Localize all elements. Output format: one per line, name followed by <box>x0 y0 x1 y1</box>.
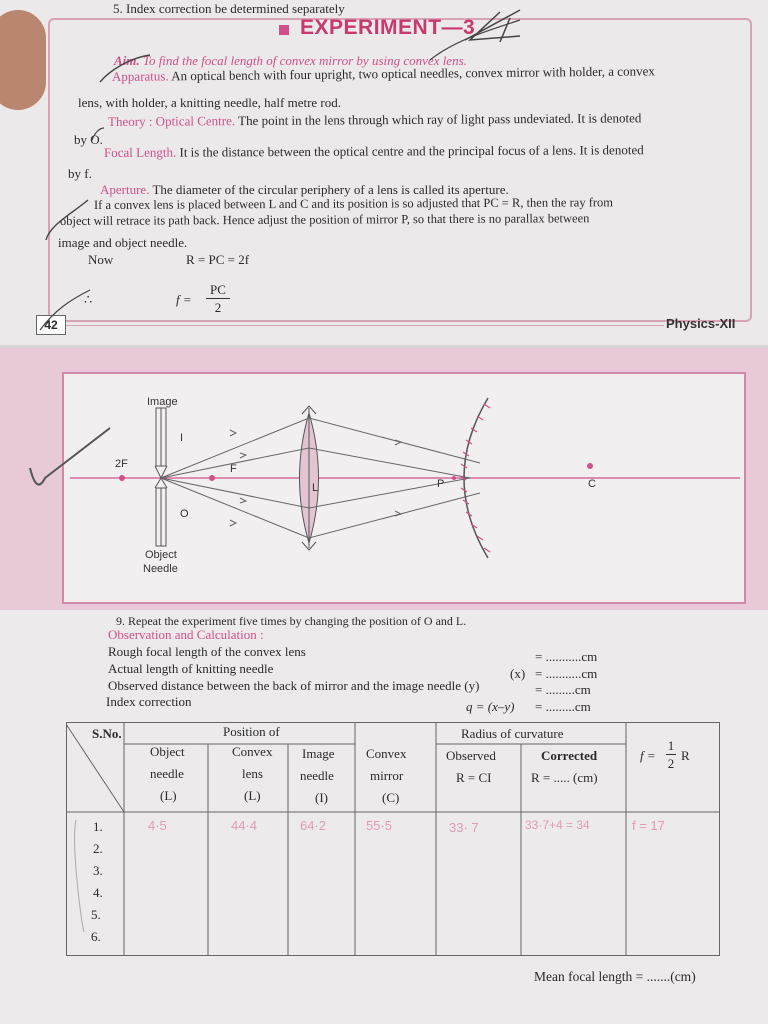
para-line-2: object will retrace its path back. Hence adjust the position of mirror P, so that there is no parallax between <box>59 211 590 228</box>
obs-row-4-label: Index correction <box>106 694 192 709</box>
obs-row-2-value: = ...........cm <box>535 666 598 681</box>
pen-marks <box>0 0 768 345</box>
row1-corrected: 33·7+4 = 34 <box>525 818 590 832</box>
h-f-lhs: f = <box>640 748 656 763</box>
apparatus-text-1: An optical bench with four upright, two optical needles, convex mirror with holder, a convex <box>171 63 655 84</box>
diagram-label-needle: Needle <box>143 563 178 575</box>
h-f-denominator: 2 <box>667 756 675 771</box>
therefore-symbol: ∴ <box>84 292 93 307</box>
aperture-label: Aperture. <box>100 182 150 197</box>
h-observed-1: Observed <box>446 748 496 763</box>
h-f-fraction <box>666 738 676 771</box>
diagram-label-object: Object <box>145 549 177 561</box>
obs-row-1-label: Rough focal length of the convex lens <box>108 644 306 659</box>
diagram-label-f: F <box>230 463 237 475</box>
h-corrected-1: Corrected <box>541 748 598 763</box>
row1-f: f = 17 <box>632 818 665 833</box>
experiment-title: EXPERIMENT—3 <box>300 16 476 39</box>
radius-header: Radius of curvature <box>461 726 564 741</box>
diagram-label-c: C <box>588 478 596 490</box>
focal-text-2: by f. <box>68 166 92 181</box>
para-line-3: image and object needle. <box>58 235 188 250</box>
page-top <box>0 0 768 345</box>
aim-label: Aim. <box>114 53 140 68</box>
obs-row-3-label: Observed distance between the back of mirror and the image needle (y) <box>108 678 480 693</box>
equation-r-pc: R = PC = 2f <box>186 252 250 267</box>
h-lens-3: (L) <box>244 788 261 803</box>
row1-mirror: 55·5 <box>366 818 393 833</box>
ray-diagram <box>0 348 768 610</box>
theory-text-2: by O. <box>74 132 103 147</box>
h-object-2: needle <box>150 766 184 781</box>
h-mirror-3: (C) <box>382 790 400 805</box>
obs-row-3-value: = .........cm <box>535 682 591 697</box>
serial-4: 4. <box>93 885 103 900</box>
h-mirror-2: mirror <box>370 768 404 783</box>
mean-focal-length: Mean focal length = .......(cm) <box>534 969 696 984</box>
row1-observed: 33· 7 <box>449 820 479 835</box>
h-lens-1: Convex <box>232 744 273 759</box>
obs-row-1-value: = ...........cm <box>535 649 598 664</box>
diagram-label-image: Image <box>147 396 178 408</box>
obs-row-2-mid: (x) <box>510 666 526 681</box>
fraction-numerator: PC <box>210 282 226 297</box>
h-image-3: (I) <box>315 790 328 805</box>
fraction-denominator: 2 <box>214 300 222 315</box>
page-number: 42 <box>36 315 66 335</box>
header-line: 5. Index correction be determined separately <box>113 1 345 16</box>
col-sno-header: S.No. <box>92 726 122 741</box>
h-mirror-1: Convex <box>366 746 407 761</box>
row1-lens: 44·4 <box>231 818 258 833</box>
observation-title: Observation and Calculation : <box>108 627 264 642</box>
h-f-numerator: 1 <box>667 738 675 753</box>
obs-row-4-mid: q = (x–y) <box>466 699 515 714</box>
position-of-header: Position of <box>223 724 280 739</box>
h-lens-2: lens <box>242 766 263 781</box>
h-image-2: needle <box>300 768 334 783</box>
serial-6: 6. <box>91 929 101 944</box>
thumb-photo <box>0 10 46 110</box>
diagram-label-2f: 2F <box>115 458 128 470</box>
diagram-label-p: P <box>437 478 445 490</box>
equation-f-lhs: f = <box>176 292 192 307</box>
diagram-label-i: I <box>180 432 184 444</box>
focal-text-1: It is the distance between the optical centre and the principal focus of a lens. It is denoted <box>179 142 644 160</box>
serial-5: 5. <box>91 907 101 922</box>
apparatus-text-2: lens, with holder, a knitting needle, half metre rod. <box>78 95 342 110</box>
aperture-text: The diameter of the circular periphery of a lens is called its aperture. <box>152 182 509 197</box>
h-f-rhs: R <box>681 748 690 763</box>
theory-label: Theory : Optical Centre. <box>107 113 236 129</box>
focal-label: Focal Length. <box>103 144 177 160</box>
serial-1: 1. <box>93 819 103 834</box>
obs-row-4-value: = .........cm <box>535 699 591 714</box>
obs-row-2-label: Actual length of knitting needle <box>108 661 274 676</box>
h-image-1: Image <box>302 746 335 761</box>
diagram-label-l: L <box>312 482 319 494</box>
now-label: Now <box>88 252 114 267</box>
row1-object: 4·5 <box>148 818 167 833</box>
serial-2: 2. <box>93 841 103 856</box>
row1-image: 64·2 <box>300 818 327 833</box>
repeat-line: 9. Repeat the experiment five times by changing the position of O and L. <box>116 614 467 628</box>
para-line-1: If a convex lens is placed between L and C and its position is so adjusted that PC = R, then the ray from <box>93 195 614 212</box>
footer-subject: Physics-XII <box>666 316 736 331</box>
diagram-label-o: O <box>180 508 189 520</box>
theory-text-1: The point in the lens through which ray of light pass undeviated. It is denoted <box>238 110 642 129</box>
h-object-3: (L) <box>160 788 177 803</box>
aim-text: To find the focal length of convex mirror by using convex lens. <box>142 53 467 68</box>
h-observed-2: R = CI <box>456 770 492 785</box>
apparatus-label: Apparatus. <box>111 68 169 84</box>
serial-3: 3. <box>93 863 103 878</box>
h-corrected-2: R = ..... (cm) <box>531 770 598 785</box>
h-object-1: Object <box>150 744 185 759</box>
